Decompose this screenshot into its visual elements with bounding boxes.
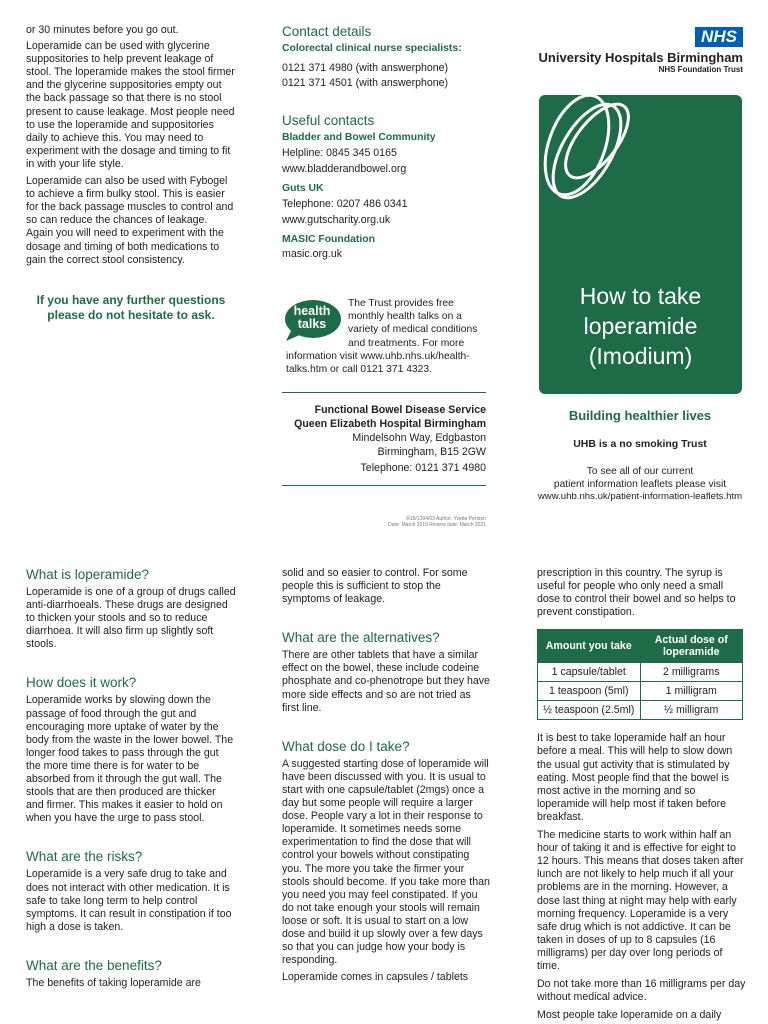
table-cell: 1 teaspoon (5ml) (538, 682, 641, 701)
table-row (538, 701, 743, 720)
paragraph: or 30 minutes before you go out. (26, 24, 179, 36)
table-cell: ½ teaspoon (2.5ml) (538, 701, 641, 720)
no-smoking-note: UHB is a no smoking Trust (573, 438, 707, 450)
service-address (282, 403, 486, 477)
tagline: Building healthier lives (568, 408, 712, 423)
section-heading: How does it work? (26, 675, 137, 691)
table-header: Actual dose of loperamide (640, 630, 743, 663)
section-heading: What is loperamide? (26, 567, 150, 582)
org-name: Guts UK (282, 183, 324, 194)
paragraph: The medicine starts to work within half an hour of taking it and is effective for eight to 12 hours. This means that doses taken after lunch are not likely to help much if all your problems are in the morning. However, a dose last thing at night may help with early morning frequency. Loperamide is a very safe drug which is not addictive. It can be taken in doses of up to 8 capsules (16 milligrams) per day over long periods of time. (537, 829, 744, 972)
table-cell: 1 milligram (640, 682, 743, 701)
questions-note: If you have any further questions please do not hesitate to ask. (36, 292, 226, 322)
section-heading: What are the risks? (26, 849, 143, 865)
contact-heading: Contact details (282, 24, 372, 39)
leaflets-line: patient information leaflets please visit (553, 478, 727, 490)
table-row (538, 663, 743, 682)
section-heading: What are the alternatives? (282, 630, 440, 646)
cover-title (539, 281, 742, 371)
org-line: Telephone: 0207 486 0341 (282, 198, 408, 210)
nhs-logo (695, 27, 743, 47)
leaflets-line: To see all of our current (586, 466, 694, 477)
address-line: Mindelsohn Way, Edgbaston (352, 432, 486, 444)
title-line: How to take (579, 283, 702, 309)
section-heading: What dose do I take? (282, 738, 410, 754)
paragraph: Loperamide can also be used with Fybogel to achieve a firm bulky stool. This is easier for the back passage muscles to control and so can reduce the chances of leakage. Again you will need to experiment with the dosage and timing of both medications to gain the correct stool consistency. (26, 175, 234, 266)
leaflets-note (510, 466, 768, 504)
org-line: www.gutscharity.org.uk (282, 214, 391, 226)
useful-contacts-heading: Useful contacts (282, 113, 375, 128)
cover-panel (539, 95, 742, 394)
phone-line: 0121 371 4501 (with answerphone) (282, 77, 449, 89)
org-name: MASIC Foundation (282, 234, 375, 245)
paragraph: There are other tablets that have a similar effect on the bowel, these include codeine phosphate and co-phenotrope but they have more side effects and so are not tried as first line. (282, 649, 490, 714)
bottom-col-1 (26, 567, 236, 990)
paragraph: solid and so easier to control. For some people this is sufficient to stop the symptoms of leakage. (282, 567, 468, 606)
cns-label: Colorectal clinical nurse specialists: (282, 43, 462, 54)
dose-table (537, 629, 743, 720)
health-talks-badge (282, 299, 342, 343)
table-cell: ½ milligram (640, 701, 743, 720)
paragraph: The benefits of taking loperamide are (26, 976, 201, 989)
org-name: Bladder and Bowel Community (282, 132, 436, 143)
paragraph: Loperamide works by slowing down the passage of food through the gut and encouraging more uptake of water by the body from the waste in the lower bowel. The longer food takes to pass through the gut the more time there is for water to be absorbed from it through the gut wall. The stools that are then produced are thicker and firmer. This makes it easier to hold on when you have the urge to pass stool. (26, 694, 234, 825)
badge-line: talks (297, 317, 327, 331)
health-talks-text: The Trust provides free monthly health talks on a variety of medical conditions and treatments. For more information visit www.uhb.nhs.uk/health-talks.htm or call 0121 371 4323. (286, 298, 478, 376)
paragraph: Loperamide is a very safe drug to take and does not interact with other medication. It is safe to take long term to help control symptoms. It can result in constipation if too high a dose is taken. (26, 868, 232, 933)
table-header: Amount you take (538, 630, 641, 663)
ref-line: Date: March 2019 Review date: March 2021 (388, 522, 486, 528)
paragraph: Loperamide can be used with glycerine suppositories to help prevent leakage of stool. The loperamide makes the stool firmer and the glycerine suppositories empty out the back passage so that there is no stool present to cause leakage. Most people need to use the loperamide and suppositories daily to achieve this. You may need to experiment with the dosage and timing to fit in with your life style. (26, 40, 235, 170)
paragraph: Do not take more than 16 milligrams per day without medical advice. (537, 978, 746, 1004)
table-cell: 2 milligrams (640, 663, 743, 682)
top-left-column (26, 24, 236, 323)
hospital-name: Queen Elizabeth Hospital Birmingham (294, 418, 486, 430)
divider (282, 392, 486, 393)
org-line: www.bladderandbowel.org (282, 163, 407, 175)
badge-line: health (293, 304, 331, 318)
org-name: University Hospitals Birmingham (538, 50, 743, 65)
service-phone: Telephone: 0121 371 4980 (360, 462, 486, 474)
service-name: Functional Bowel Disease Service (314, 404, 486, 416)
health-talks-block (282, 297, 490, 376)
contact-section (282, 24, 492, 262)
nhs-logo-text: NHS (701, 27, 737, 46)
swirl-graphic (539, 95, 649, 245)
section-heading: What are the benefits? (26, 957, 162, 973)
paragraph: Loperamide is one of a group of drugs called anti-diarrhoeals. These drugs are designed to thicken your stools and so to reduce diarrhoea. It will also firm up slightly soft stools. (26, 586, 236, 651)
org-line: Helpline: 0845 345 0165 (282, 147, 397, 159)
divider (282, 485, 486, 486)
org-line: masic.org.uk (282, 248, 343, 260)
leaflets-url[interactable]: www.uhb.nhs.uk/patient-information-leaflets.htm (537, 491, 743, 502)
paragraph: prescription in this country. The syrup is useful for people who only need a small dose to control their bowel and so helps to prevent constipation. (537, 567, 736, 619)
table-cell: 1 capsule/tablet (538, 663, 641, 682)
bottom-col-2 (282, 567, 490, 984)
address-line: Birmingham, B15 2GW (377, 446, 486, 458)
title-line: loperamide (583, 313, 698, 339)
paragraph: Loperamide comes in capsules / tablets (282, 971, 469, 984)
ref-line: R18/1394/03 Author: Yvette Perston (406, 516, 486, 522)
trust-name: NHS Foundation Trust (658, 65, 743, 74)
paragraph: It is best to take loperamide half an hour before a meal. This will help to slow down the usual gut activity that is stimulated by eating. Most people find that the bowel is most active in the morning and so loperamide will help most if taken before breakfast. (537, 732, 733, 823)
table-row (538, 682, 743, 701)
title-line: (Imodium) (588, 343, 693, 369)
phone-line: 0121 371 4980 (with answerphone) (282, 62, 449, 74)
reference-info (330, 516, 486, 528)
paragraph: A suggested starting dose of loperamide will have been discussed with you. It is usual to start with one capsule/tablet (2mgs) once a day but some people will require a larger dose. People vary a lot in their response to loperamide. It sometimes needs some experimentation to find the dose that will control your bowels without constipating you. The more you take the firmer your stools should become. If you take more than you need you may feel constipated. If you do not take enough your stools will remain loose or soft. It is usual to start on a low dose and build it up slowly over a few days so that you can judge how your body is responding. (282, 757, 490, 967)
paragraph: Most people take loperamide on a daily (537, 1009, 722, 1022)
bottom-col-3 (537, 567, 747, 1022)
